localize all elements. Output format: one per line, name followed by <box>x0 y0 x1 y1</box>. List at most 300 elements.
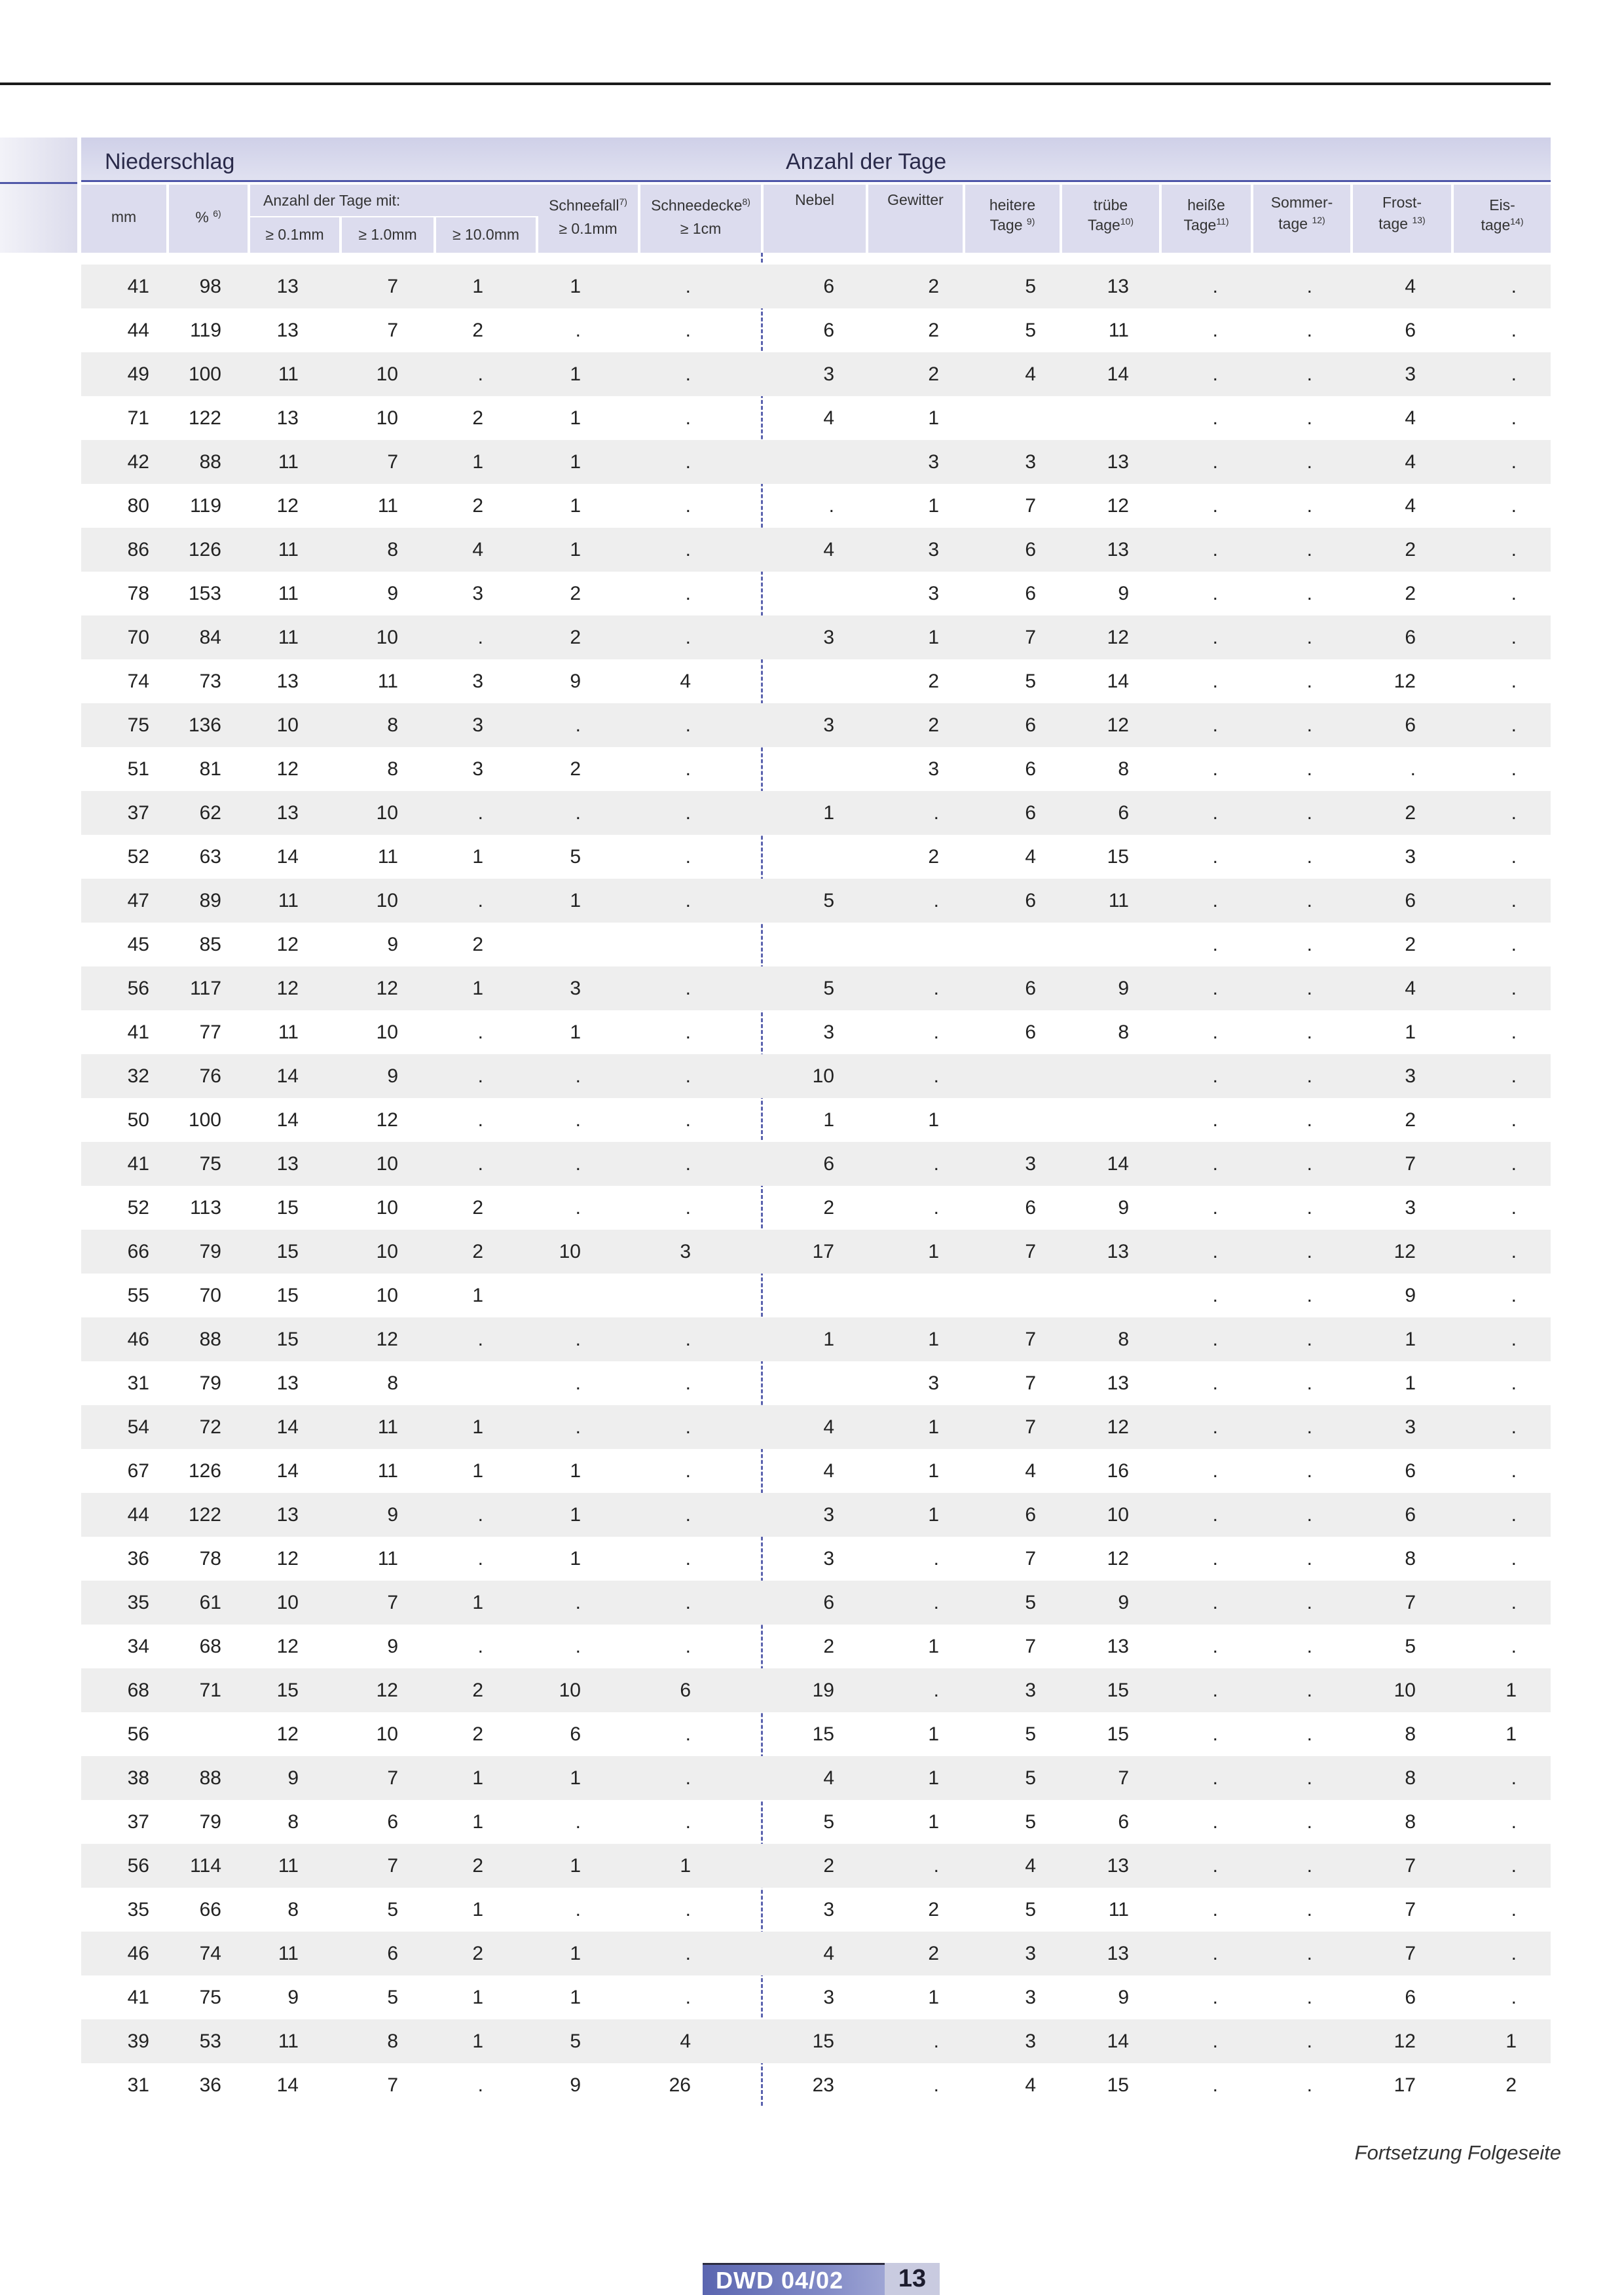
cell-ge01: 14 <box>276 1460 299 1482</box>
cell-frost: 7 <box>1405 1592 1416 1613</box>
table-row <box>81 1800 1551 1844</box>
cell-frost: 8 <box>1405 1811 1416 1833</box>
cell-ge1: 10 <box>376 802 398 824</box>
cell-hot: . <box>1212 1987 1218 2008</box>
cell-hot: . <box>1212 714 1218 736</box>
cell-summer: . <box>1306 1723 1312 1745</box>
cell-snowfall: 2 <box>570 583 581 604</box>
cell-ge1: 10 <box>376 627 398 648</box>
cell-pct: 117 <box>190 978 221 999</box>
cell-fog <box>756 440 834 484</box>
cell-mm: 35 <box>127 1899 149 1920</box>
cell-pct: 61 <box>199 1592 221 1613</box>
cell-ge10: 4 <box>472 539 483 560</box>
cell-fog: 2 <box>823 1197 834 1219</box>
col-header-pct: % $^{6)}$ <box>169 185 248 253</box>
cell-dull: 15 <box>1107 846 1129 868</box>
cell-summer: . <box>1306 1285 1312 1306</box>
cell-hot: . <box>1212 758 1218 780</box>
cell-ice: . <box>1511 320 1517 341</box>
cell-thunder: 2 <box>928 276 939 297</box>
cell-dull: 6 <box>1118 1811 1129 1833</box>
cell-frost: 12 <box>1393 1241 1416 1262</box>
cell-clear: 7 <box>1025 1636 1036 1657</box>
cell-snowcover: 3 <box>680 1241 691 1262</box>
col-header-days-with: Anzahl der Tage mit: <box>250 185 538 216</box>
cell-fog: 4 <box>823 539 834 560</box>
table-row <box>81 1581 1551 1625</box>
cell-snowcover: . <box>685 1153 691 1175</box>
cell-mm: 56 <box>127 978 149 999</box>
cell-mm: 74 <box>127 670 149 692</box>
cell-clear: 4 <box>1025 1460 1036 1482</box>
cell-snowcover: 6 <box>680 1680 691 1701</box>
col-header-clear: heitere Tage $^{9)}$ <box>965 185 1060 253</box>
cell-summer: . <box>1306 846 1312 868</box>
cell-clear: 5 <box>1025 670 1036 692</box>
cell-snowcover: . <box>685 1460 691 1482</box>
cell-thunder: 1 <box>928 1241 939 1262</box>
cell-pct: 119 <box>190 495 221 517</box>
cell-ge1: 12 <box>376 1109 398 1131</box>
cell-frost: 4 <box>1405 451 1416 473</box>
cell-ge01: 15 <box>276 1197 299 1219</box>
cell-pct: 100 <box>188 363 221 385</box>
cell-pct: 136 <box>188 714 221 736</box>
cell-thunder: 3 <box>928 539 939 560</box>
cell-clear: 6 <box>1025 802 1036 824</box>
cell-frost: 3 <box>1405 1416 1416 1438</box>
cell-ge01: 11 <box>278 890 299 911</box>
cell-hot: . <box>1212 1329 1218 1350</box>
cell-snowcover <box>612 1274 691 1317</box>
cell-ge10: . <box>477 2074 483 2096</box>
cell-clear: 3 <box>1025 1153 1036 1175</box>
cell-mm: 54 <box>127 1416 149 1438</box>
cell-snowfall: 1 <box>570 495 581 517</box>
cell-ge10: . <box>477 890 483 911</box>
cell-pct: 74 <box>199 1943 221 1964</box>
cell-ge1: 10 <box>376 407 398 429</box>
cell-pct: 76 <box>199 1065 221 1087</box>
cell-ge10: 2 <box>472 934 483 955</box>
cell-ge1: 10 <box>376 1241 398 1262</box>
cell-clear: 5 <box>1025 1767 1036 1789</box>
cell-ge01: 13 <box>276 1153 299 1175</box>
cell-snowfall: 1 <box>570 1767 581 1789</box>
cell-dull: 12 <box>1107 1548 1129 1570</box>
cell-ge10: . <box>477 1636 483 1657</box>
cell-mm: 41 <box>127 1153 149 1175</box>
table-row <box>81 265 1551 308</box>
cell-mm: 35 <box>127 1592 149 1613</box>
cell-ge01: 15 <box>276 1329 299 1350</box>
cell-snowfall: . <box>575 1636 581 1657</box>
cell-thunder: 1 <box>928 1636 939 1657</box>
col-header-ge10: ≥ 10.0mm <box>436 217 536 253</box>
cell-dull: 15 <box>1107 1680 1129 1701</box>
cell-ge01: 11 <box>278 1855 299 1877</box>
cell-ge10: . <box>477 1109 483 1131</box>
cell-fog: 3 <box>823 1899 834 1920</box>
cell-fog: 19 <box>812 1680 834 1701</box>
cell-ge10 <box>405 1361 483 1405</box>
cell-summer: . <box>1306 1416 1312 1438</box>
cell-fog: 3 <box>823 714 834 736</box>
cell-mm: 39 <box>127 2030 149 2052</box>
cell-snowcover: . <box>685 1197 691 1219</box>
cell-ice: . <box>1511 846 1517 868</box>
cell-ge10: 1 <box>472 1899 483 1920</box>
cell-pct: 75 <box>199 1987 221 2008</box>
cell-summer: . <box>1306 670 1312 692</box>
cell-clear: 4 <box>1025 363 1036 385</box>
publication-label: DWD 04/02 <box>716 2267 844 2294</box>
cell-dull: 8 <box>1118 1329 1129 1350</box>
continued-note: Fortsetzung Folgeseite <box>1354 2141 1561 2164</box>
cell-fog: 4 <box>823 1460 834 1482</box>
table-row <box>81 1010 1551 1054</box>
cell-snowfall: 1 <box>570 1504 581 1526</box>
cell-snowcover: . <box>685 1504 691 1526</box>
cell-snowfall: . <box>575 1811 581 1833</box>
cell-ge01: 15 <box>276 1241 299 1262</box>
cell-snowfall: 1 <box>570 1021 581 1043</box>
cell-summer: . <box>1306 1899 1312 1920</box>
cell-mm: 45 <box>127 934 149 955</box>
cell-summer: . <box>1306 1460 1312 1482</box>
cell-pct: 79 <box>199 1241 221 1262</box>
cell-thunder: . <box>933 890 939 911</box>
cell-pct: 113 <box>190 1197 221 1219</box>
cell-snowcover: 4 <box>680 2030 691 2052</box>
cell-dull: 9 <box>1118 583 1129 604</box>
cell-frost: 7 <box>1405 1899 1416 1920</box>
cell-snowfall: 5 <box>570 846 581 868</box>
cell-dull: 12 <box>1107 495 1129 517</box>
col-header-frost: Frost- tage $^{13)}$ <box>1353 185 1451 253</box>
col-header-summer: Sommer- tage $^{12)}$ <box>1253 185 1350 253</box>
cell-pct <box>143 1712 221 1756</box>
cell-dull: 13 <box>1107 539 1129 560</box>
cell-frost: 6 <box>1405 1504 1416 1526</box>
cell-fog <box>756 572 834 615</box>
cell-fog: 6 <box>823 276 834 297</box>
cell-mm: 70 <box>127 627 149 648</box>
cell-dull: 13 <box>1107 1855 1129 1877</box>
cell-fog: 4 <box>823 1767 834 1789</box>
cell-ge01: 11 <box>278 363 299 385</box>
cell-frost: . <box>1410 758 1416 780</box>
cell-frost: 4 <box>1405 978 1416 999</box>
cell-ice: . <box>1511 1197 1517 1219</box>
cell-ice: . <box>1511 1504 1517 1526</box>
cell-hot: . <box>1212 1109 1218 1131</box>
cell-mm: 68 <box>127 1680 149 1701</box>
cell-clear: 6 <box>1025 978 1036 999</box>
cell-ge10: 3 <box>472 714 483 736</box>
cell-fog: 2 <box>823 1855 834 1877</box>
cell-thunder: 2 <box>928 320 939 341</box>
cell-ge10: 1 <box>472 1416 483 1438</box>
cell-dull: 12 <box>1107 1416 1129 1438</box>
cell-pct: 53 <box>199 2030 221 2052</box>
cell-hot: . <box>1212 670 1218 692</box>
cell-ice: . <box>1511 1065 1517 1087</box>
cell-ge10: . <box>477 1065 483 1087</box>
cell-mm: 52 <box>127 1197 149 1219</box>
cell-dull: 13 <box>1107 1636 1129 1657</box>
cell-mm: 37 <box>127 802 149 824</box>
cell-dull <box>1050 396 1129 440</box>
cell-summer: . <box>1306 890 1312 911</box>
cell-frost: 8 <box>1405 1548 1416 1570</box>
cell-ice: . <box>1511 1592 1517 1613</box>
cell-fog: 10 <box>812 1065 834 1087</box>
table-row <box>81 747 1551 791</box>
table-row <box>81 396 1551 440</box>
cell-ge1: 10 <box>376 1197 398 1219</box>
cell-snowfall: 6 <box>570 1723 581 1745</box>
cell-ge1: 9 <box>387 583 398 604</box>
cell-ge1: 11 <box>377 1416 398 1438</box>
cell-summer: . <box>1306 934 1312 955</box>
cell-hot: . <box>1212 1899 1218 1920</box>
cell-hot: . <box>1212 1460 1218 1482</box>
cell-ge10: 3 <box>472 670 483 692</box>
cell-ice: . <box>1511 1021 1517 1043</box>
cell-snowcover: . <box>685 758 691 780</box>
cell-clear: 3 <box>1025 451 1036 473</box>
cell-ge10: . <box>477 802 483 824</box>
cell-snowfall: 1 <box>570 363 581 385</box>
cell-hot: . <box>1212 1372 1218 1394</box>
cell-ge01: 12 <box>276 934 299 955</box>
cell-hot: . <box>1212 1065 1218 1087</box>
table-row <box>81 1975 1551 2019</box>
cell-fog: 1 <box>823 1329 834 1350</box>
cell-summer: . <box>1306 1197 1312 1219</box>
cell-ge1: 10 <box>376 890 398 911</box>
cell-ge10: 1 <box>472 846 483 868</box>
cell-dull: 8 <box>1118 1021 1129 1043</box>
cell-snowfall: 1 <box>570 1987 581 2008</box>
cell-ge01: 13 <box>276 1372 299 1394</box>
cell-snowcover: . <box>685 320 691 341</box>
cell-ge01: 12 <box>276 1548 299 1570</box>
cell-ge10: 1 <box>472 978 483 999</box>
cell-mm: 41 <box>127 1021 149 1043</box>
cell-mm: 80 <box>127 495 149 517</box>
cell-ge10: . <box>477 1153 483 1175</box>
cell-snowfall: 1 <box>570 407 581 429</box>
cell-mm: 41 <box>127 276 149 297</box>
cell-mm: 56 <box>127 1723 149 1745</box>
cell-ice: . <box>1511 583 1517 604</box>
cell-ice: . <box>1511 1548 1517 1570</box>
col-header-ge01: ≥ 0.1mm <box>250 217 339 253</box>
cell-mm: 55 <box>127 1285 149 1306</box>
cell-ge10: . <box>477 1329 483 1350</box>
cell-snowcover: . <box>685 495 691 517</box>
cell-clear: 6 <box>1025 714 1036 736</box>
table-row <box>81 484 1551 528</box>
cell-frost: 17 <box>1393 2074 1416 2096</box>
cell-thunder: . <box>933 1021 939 1043</box>
cell-pct: 62 <box>199 802 221 824</box>
cell-summer: . <box>1306 714 1312 736</box>
cell-snowcover: . <box>685 1416 691 1438</box>
cell-frost: 7 <box>1405 1855 1416 1877</box>
cell-hot: . <box>1212 276 1218 297</box>
cell-dull: 12 <box>1107 627 1129 648</box>
cell-frost: 6 <box>1405 1460 1416 1482</box>
cell-ice: . <box>1511 1855 1517 1877</box>
cell-snowcover: . <box>685 1767 691 1789</box>
cell-dull <box>1050 923 1129 966</box>
table-row <box>81 1186 1551 1230</box>
cell-thunder: . <box>933 1197 939 1219</box>
cell-ge01: 14 <box>276 2074 299 2096</box>
cell-ge10: 2 <box>472 1197 483 1219</box>
cell-snowcover: . <box>685 627 691 648</box>
cell-dull: 14 <box>1107 670 1129 692</box>
cell-snowfall: 1 <box>570 539 581 560</box>
cell-mm: 46 <box>127 1329 149 1350</box>
cell-ice: . <box>1511 1636 1517 1657</box>
cell-ge1: 7 <box>387 1855 398 1877</box>
cell-dull: 13 <box>1107 1372 1129 1394</box>
cell-ge1: 12 <box>376 978 398 999</box>
cell-mm: 44 <box>127 320 149 341</box>
cell-fog <box>756 747 834 791</box>
cell-snowcover: . <box>685 714 691 736</box>
cell-ge1: 6 <box>387 1943 398 1964</box>
cell-frost: 2 <box>1405 802 1416 824</box>
cell-ge01: 13 <box>276 670 299 692</box>
cell-dull: 16 <box>1107 1460 1129 1482</box>
cell-ge01: 10 <box>276 1592 299 1613</box>
table-row <box>81 1668 1551 1712</box>
cell-clear: 5 <box>1025 1811 1036 1833</box>
cell-ice: . <box>1511 1109 1517 1131</box>
cell-fog <box>756 659 834 703</box>
cell-dull: 9 <box>1118 1197 1129 1219</box>
cell-summer: . <box>1306 1811 1312 1833</box>
cell-ge10: 1 <box>472 451 483 473</box>
cell-pct: 79 <box>199 1811 221 1833</box>
cell-ice: . <box>1511 978 1517 999</box>
cell-ge10: . <box>477 1021 483 1043</box>
cell-hot: . <box>1212 407 1218 429</box>
table-row <box>81 1317 1551 1361</box>
cell-ge01: 9 <box>287 1987 299 2008</box>
cell-ice: . <box>1511 1899 1517 1920</box>
cell-ice: . <box>1511 363 1517 385</box>
cell-ice: . <box>1511 1329 1517 1350</box>
cell-ice: . <box>1511 1285 1517 1306</box>
cell-ge01: 13 <box>276 276 299 297</box>
cell-clear: 7 <box>1025 627 1036 648</box>
table-row <box>81 440 1551 484</box>
cell-hot: . <box>1212 1021 1218 1043</box>
cell-hot: . <box>1212 1723 1218 1745</box>
cell-ge1: 11 <box>377 846 398 868</box>
cell-summer: . <box>1306 1504 1312 1526</box>
cell-ge01: 15 <box>276 1285 299 1306</box>
cell-summer: . <box>1306 407 1312 429</box>
cell-fog: 2 <box>823 1636 834 1657</box>
cell-summer: . <box>1306 320 1312 341</box>
cell-clear <box>957 1098 1036 1142</box>
cell-pct: 79 <box>199 1372 221 1394</box>
cell-ge1: 8 <box>387 714 398 736</box>
cell-clear: 7 <box>1025 1416 1036 1438</box>
cell-mm: 38 <box>127 1767 149 1789</box>
cell-clear: 3 <box>1025 1987 1036 2008</box>
cell-snowcover: . <box>685 539 691 560</box>
cell-clear: 4 <box>1025 2074 1036 2096</box>
cell-fog: 5 <box>823 978 834 999</box>
cell-ice: . <box>1511 1460 1517 1482</box>
cell-ge1: 10 <box>376 1285 398 1306</box>
cell-snowfall: . <box>575 802 581 824</box>
cell-summer: . <box>1306 1680 1312 1701</box>
cell-thunder: 1 <box>928 1504 939 1526</box>
cell-ge01: 14 <box>276 1065 299 1087</box>
cell-clear: 4 <box>1025 846 1036 868</box>
col-header-snowcover: Schneedecke$^{8)}$ ≥ 1cm <box>640 185 761 253</box>
top-rule <box>0 83 1551 85</box>
table-header <box>81 138 1551 253</box>
cell-hot: . <box>1212 583 1218 604</box>
cell-thunder: . <box>933 1065 939 1087</box>
cell-snowcover: . <box>685 451 691 473</box>
cell-fog: . <box>828 495 834 517</box>
cell-frost: 7 <box>1405 1153 1416 1175</box>
cell-pct: 78 <box>199 1548 221 1570</box>
cell-summer: . <box>1306 1987 1312 2008</box>
cell-ge10: . <box>477 363 483 385</box>
cell-pct: 98 <box>199 276 221 297</box>
cell-ge1: 7 <box>387 2074 398 2096</box>
cell-dull <box>1050 1054 1129 1098</box>
cell-frost: 2 <box>1405 1109 1416 1131</box>
cell-fog <box>756 1361 834 1405</box>
cell-ge1: 10 <box>376 363 398 385</box>
cell-frost: 2 <box>1405 583 1416 604</box>
cell-thunder: 1 <box>928 1987 939 2008</box>
cell-summer: . <box>1306 451 1312 473</box>
cell-thunder: 1 <box>928 1329 939 1350</box>
cell-clear: 6 <box>1025 890 1036 911</box>
cell-thunder: . <box>933 1680 939 1701</box>
cell-fog: 6 <box>823 1592 834 1613</box>
cell-snowcover: . <box>685 1899 691 1920</box>
cell-snowfall: 1 <box>570 1548 581 1570</box>
cell-ge10: 3 <box>472 758 483 780</box>
cell-thunder: 1 <box>928 1811 939 1833</box>
cell-snowfall: . <box>575 1416 581 1438</box>
table-row <box>81 1888 1551 1932</box>
cell-hot: . <box>1212 1285 1218 1306</box>
cell-ge10: 2 <box>472 1723 483 1745</box>
cell-frost: 8 <box>1405 1723 1416 1745</box>
table-row <box>81 1449 1551 1493</box>
cell-hot: . <box>1212 320 1218 341</box>
cell-summer: . <box>1306 1109 1312 1131</box>
cell-clear: 3 <box>1025 2030 1036 2052</box>
